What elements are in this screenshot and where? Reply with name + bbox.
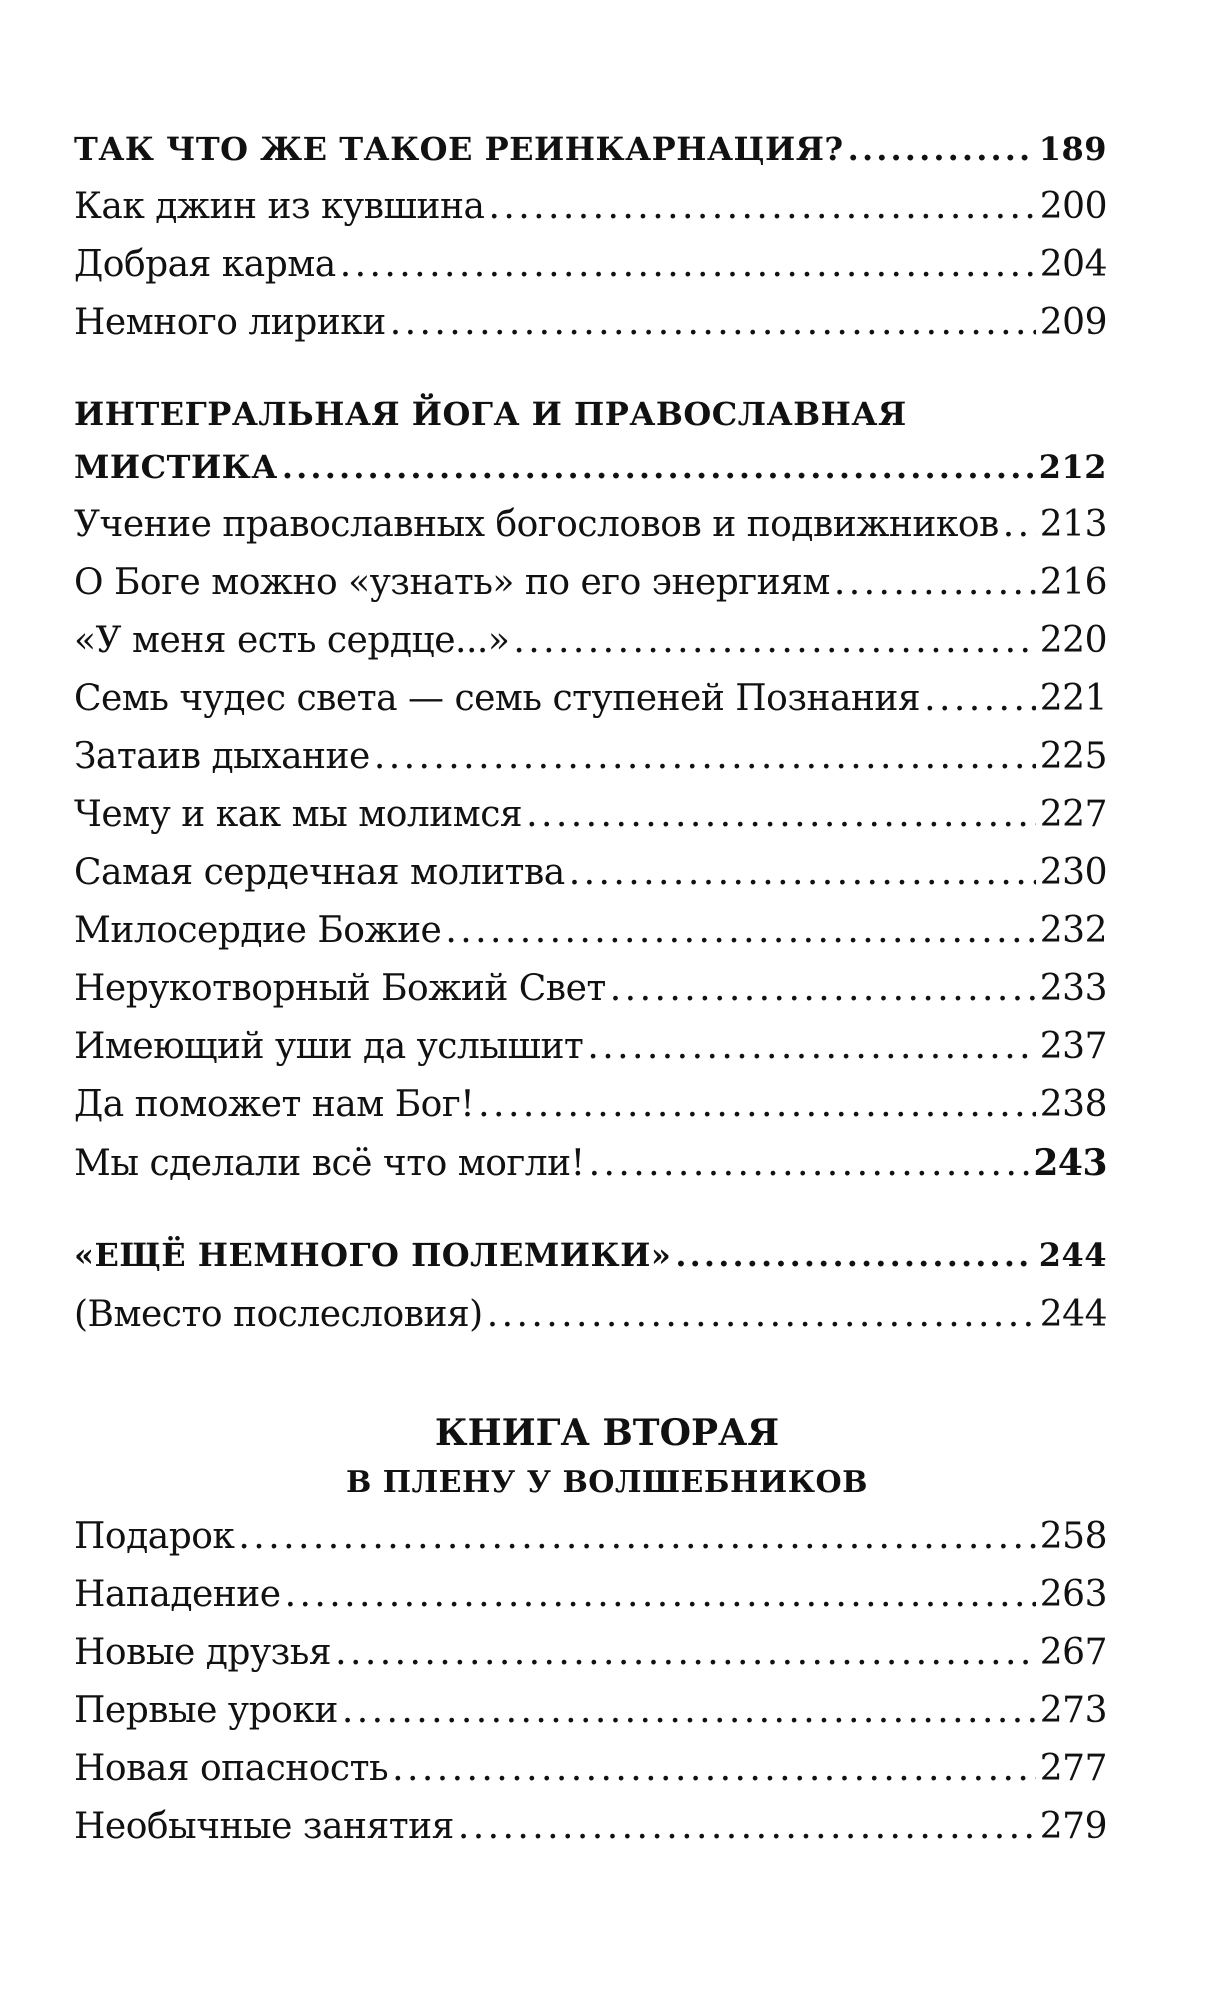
toc-entry-title: Затаив дыхание	[74, 736, 370, 777]
toc-entry[interactable]	[74, 620, 1107, 661]
toc-page-number: 238	[1039, 1084, 1107, 1125]
dot-leader	[340, 244, 1036, 285]
dot-leader	[513, 620, 1035, 661]
toc-entry[interactable]	[74, 968, 1107, 1009]
toc-entry-title: Новые друзья	[74, 1632, 332, 1673]
toc-entry-title: Необычные занятия	[74, 1806, 454, 1847]
toc-entry-title: Имеющий уши да услышит	[74, 1026, 584, 1067]
toc-entry-title: О Боге можно «узнать» по его энергиям	[74, 562, 830, 603]
toc-page-number: 225	[1039, 736, 1107, 777]
toc-section-heading[interactable]	[74, 1236, 1107, 1274]
toc-entry-title: Добрая карма	[74, 244, 336, 285]
toc-page-number: 189	[1038, 130, 1107, 168]
dot-leader	[848, 130, 1035, 168]
toc-entry[interactable]	[74, 678, 1107, 719]
toc-page-number: 267	[1039, 1632, 1107, 1673]
toc-entry-title: Немного лирики	[74, 302, 386, 343]
toc-page-number: 237	[1039, 1026, 1107, 1067]
toc-entry-title: Как джин из кувшина	[74, 186, 485, 227]
dot-leader	[488, 186, 1035, 227]
toc-page-number: 277	[1039, 1748, 1107, 1789]
dot-leader	[285, 1574, 1036, 1615]
toc-entry[interactable]	[74, 794, 1107, 835]
toc-entry-title: «У меня есть сердце...»	[74, 620, 510, 661]
toc-heading-title: ТАК ЧТО ЖЕ ТАКОЕ РЕИНКАРНАЦИЯ?	[74, 130, 844, 168]
toc-entry[interactable]	[74, 1516, 1107, 1557]
toc-entry-title: Да поможет нам Бог!	[74, 1084, 475, 1125]
toc-entry-title: Мы сделали всё что могли!	[74, 1143, 585, 1184]
toc-page-number: 200	[1039, 186, 1107, 227]
toc-entry[interactable]	[74, 1142, 1107, 1184]
toc-page-number: 243	[1033, 1142, 1107, 1184]
dot-leader	[374, 736, 1036, 777]
toc-page-number: 213	[1039, 504, 1107, 545]
toc-entry[interactable]	[74, 1632, 1107, 1673]
dot-leader	[834, 562, 1036, 603]
dot-leader	[392, 1748, 1036, 1789]
toc-entry-title: Чему и как мы молимся	[74, 794, 523, 835]
toc-entry-title: Нерукотворный Божий Свет	[74, 968, 606, 1009]
dot-leader	[342, 1690, 1036, 1731]
toc-section-heading[interactable]	[74, 130, 1107, 168]
toc-page-number: 244	[1039, 1294, 1107, 1335]
toc-page-number: 204	[1039, 244, 1107, 285]
dot-leader	[1003, 504, 1036, 545]
dot-leader	[335, 1632, 1036, 1673]
book-two-title: КНИГА ВТОРАЯ	[434, 1412, 780, 1454]
toc-entry-title: Учение православных богословов и подвижников	[74, 504, 999, 545]
toc-entry[interactable]	[74, 562, 1107, 603]
toc-heading-title: «ЕЩЁ НЕМНОГО ПОЛЕМИКИ»	[74, 1236, 672, 1274]
toc-entry[interactable]	[74, 736, 1107, 777]
toc-page-number: 232	[1039, 910, 1107, 951]
dot-leader	[924, 678, 1036, 719]
dot-leader	[390, 302, 1036, 343]
toc-page-number: 244	[1038, 1236, 1107, 1274]
toc-section-heading-line1: ИНТЕГРАЛЬНАЯ ЙОГА И ПРАВОСЛАВНАЯ	[74, 395, 907, 433]
dot-leader	[569, 852, 1036, 893]
toc-entry[interactable]	[74, 504, 1107, 545]
toc-entry[interactable]	[74, 852, 1107, 893]
toc-entry-title: Подарок	[74, 1516, 235, 1557]
toc-entry-title: Самая сердечная молитва	[74, 852, 565, 893]
toc-entry[interactable]	[74, 1806, 1107, 1847]
toc-entry[interactable]	[74, 186, 1107, 227]
toc-page-number: 233	[1039, 968, 1107, 1009]
toc-entry[interactable]	[74, 1574, 1107, 1615]
toc-section-heading[interactable]	[74, 448, 1107, 486]
toc-entry[interactable]	[74, 910, 1107, 951]
toc-page-number: 220	[1039, 620, 1107, 661]
dot-leader	[587, 1026, 1035, 1067]
toc-entry[interactable]	[74, 1294, 1107, 1335]
toc-page-number: 212	[1038, 448, 1107, 486]
toc-entry-title: Милосердие Божие	[74, 910, 442, 951]
toc-page-number: 258	[1039, 1516, 1107, 1557]
dot-leader	[445, 910, 1035, 951]
toc-page-number: 216	[1039, 562, 1107, 603]
toc-entry-title: (Вместо послесловия)	[74, 1294, 483, 1335]
dot-leader	[610, 968, 1036, 1009]
toc-entry[interactable]	[74, 1026, 1107, 1067]
toc-page-number: 273	[1039, 1690, 1107, 1731]
dot-leader	[487, 1294, 1036, 1335]
toc-entry[interactable]	[74, 302, 1107, 343]
toc-page-number: 227	[1039, 794, 1107, 835]
dot-leader	[458, 1806, 1036, 1847]
toc-entry-title: Новая опасность	[74, 1748, 389, 1789]
toc-page-number: 263	[1039, 1574, 1107, 1615]
toc-entry[interactable]	[74, 1084, 1107, 1125]
dot-leader	[238, 1516, 1035, 1557]
toc-page-number: 209	[1039, 302, 1107, 343]
toc-heading-title: МИСТИКА	[74, 448, 278, 486]
toc-entry[interactable]	[74, 244, 1107, 285]
dot-leader	[589, 1143, 1030, 1184]
dot-leader	[478, 1084, 1036, 1125]
book-two-subtitle: В ПЛЕНУ У ВОЛШЕБНИКОВ	[346, 1465, 868, 1500]
toc-entry-title: Первые уроки	[74, 1690, 338, 1731]
toc-entry[interactable]	[74, 1690, 1107, 1731]
dot-leader	[675, 1236, 1034, 1274]
dot-leader	[282, 448, 1035, 486]
toc-entry[interactable]	[74, 1748, 1107, 1789]
toc-page-number: 230	[1039, 852, 1107, 893]
toc-entry-title: Семь чудес света — семь ступеней Познания	[74, 678, 921, 719]
toc-page-number: 221	[1039, 678, 1107, 719]
toc-page-number: 279	[1039, 1806, 1107, 1847]
dot-leader	[526, 794, 1036, 835]
toc-entry-title: Нападение	[74, 1574, 281, 1615]
